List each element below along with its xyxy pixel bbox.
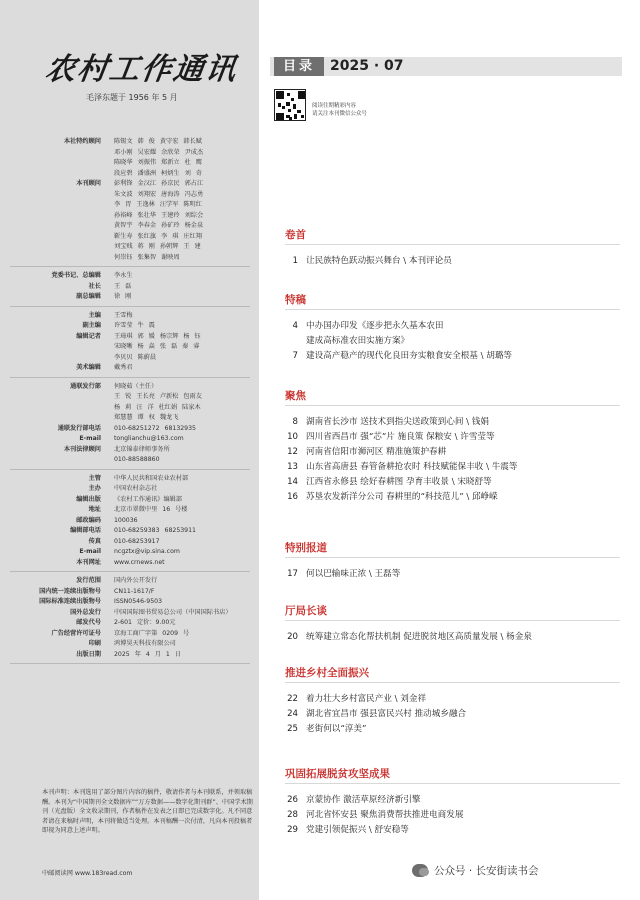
credit-row bbox=[0, 332, 259, 343]
qr-module bbox=[298, 91, 306, 99]
credit-row bbox=[0, 271, 259, 282]
toc-section-rule bbox=[285, 620, 620, 621]
credit-row bbox=[0, 537, 259, 548]
credit-label: 主管 bbox=[88, 474, 101, 482]
credit-value: 李 胃 王逸林 汪学军 陈明红 bbox=[114, 201, 202, 208]
toc-section-title: 聚焦 bbox=[285, 390, 306, 402]
qr-module bbox=[278, 103, 281, 107]
credit-row bbox=[0, 253, 259, 264]
credit-row bbox=[0, 434, 259, 445]
watermark-text: 公众号 · 长安街读书会 bbox=[434, 865, 539, 877]
credit-row bbox=[0, 597, 259, 608]
toc-entry-title: 建设高产稳产的现代化良田夯实粮食安全根基 \ 胡璐等 bbox=[306, 351, 513, 361]
masthead-calligraphy: 农村工作通讯 bbox=[43, 52, 240, 87]
toc-entry[interactable] bbox=[280, 707, 466, 719]
qr-module bbox=[301, 115, 304, 118]
qr-caption-line-1: 阅读往期精彩内容 bbox=[312, 103, 357, 109]
toc-entry[interactable] bbox=[280, 692, 426, 704]
credit-label: 编辑部电话 bbox=[70, 527, 101, 534]
toc-entry-page: 26 bbox=[287, 795, 298, 805]
watermark bbox=[412, 863, 539, 878]
toc-entry[interactable] bbox=[280, 254, 452, 266]
toc-entry-title: 苏垦农发新洋分公司 春耕里的“科技范儿” \ 邱峥嵘 bbox=[306, 492, 498, 502]
toc-section-title: 巩固拓展脱贫攻坚成果 bbox=[285, 768, 390, 780]
toc-entry-title: 让民族特色跃动振兴舞台 \ 本刊评论员 bbox=[306, 256, 452, 266]
credit-row bbox=[0, 576, 259, 587]
credit-value: 杨 莉 汪 洋 杜红娟 陆家木 bbox=[114, 403, 201, 411]
credit-value: 李永生 bbox=[114, 272, 133, 279]
credit-row bbox=[0, 495, 259, 506]
qr-caption-line-2: 请关注本刊微信公众号 bbox=[312, 111, 368, 117]
toc-entry[interactable] bbox=[280, 445, 446, 457]
credit-value: ncgztx@vip.sina.com bbox=[114, 548, 180, 555]
credit-value: 陈锡文 韩 俊 黄守宏 韩长赋 bbox=[114, 138, 202, 145]
credit-row bbox=[0, 221, 259, 232]
copyright-notice: 本刊声明：本刊选用了部分图片内容的稿件，敬请作者与本刊联系，并领取稿酬。本刊为“中国期刊全文数据库”“万方数据——数字化期刊群”、中国学术期刊（光盘版）全文收录期刊，作者稿件在发表之日即已完成数字化。凡不同意者请在来稿时声明，本刊将做适当处理。本刊稿酬一次付清，凡向本刊投稿者即视为同意上述声明。 bbox=[42, 789, 253, 835]
credit-row bbox=[0, 505, 259, 516]
credit-label: 通联发行部电话 bbox=[57, 424, 101, 432]
credit-value: 戴秀君 bbox=[114, 364, 133, 371]
credit-label: 通联发行部 bbox=[70, 382, 101, 390]
credit-value: 段应碧 潘盛洲 柯炳生 刘 奇 bbox=[114, 169, 202, 177]
toc-entry-page: 25 bbox=[287, 724, 298, 734]
credit-row bbox=[0, 200, 259, 211]
credit-value: 中国农村杂志社 bbox=[114, 485, 158, 492]
credits-separator bbox=[10, 663, 250, 664]
credit-label: 本社特约顾问 bbox=[63, 138, 101, 145]
credit-row bbox=[0, 232, 259, 243]
credit-label: 美术编辑 bbox=[76, 364, 101, 371]
credit-value: 《农村工作通讯》编辑部 bbox=[114, 495, 183, 503]
credit-value: 王琦琪 郭 媛 杨宗辉 杨 钰 bbox=[114, 332, 201, 340]
credit-label: 主办 bbox=[88, 485, 101, 492]
credit-row bbox=[0, 342, 259, 353]
toc-entry[interactable] bbox=[280, 319, 444, 331]
credit-value: 陈晓华 刘振伟 郑新立 杜 鹰 bbox=[114, 159, 202, 166]
credit-row bbox=[0, 190, 259, 201]
qr-module bbox=[291, 98, 294, 101]
toc-entry-page: 20 bbox=[287, 632, 298, 642]
credit-label: 副主编 bbox=[82, 322, 101, 329]
toc-entry-title: 京蒙协作 激活草原经济新引擎 bbox=[306, 795, 421, 805]
credit-value: 李贝贝 陈蔚晨 bbox=[114, 353, 157, 361]
toc-entry[interactable] bbox=[280, 490, 498, 502]
credit-row bbox=[0, 629, 259, 640]
toc-entry-title: 中办国办印发《逐步把永久基本农田 bbox=[306, 321, 444, 331]
credits-separator bbox=[10, 377, 250, 378]
credits-separator bbox=[10, 266, 250, 267]
masthead-subtitle: 毛泽东题于 1956 年 5 月 bbox=[86, 93, 178, 102]
toc-entry-title: 建成高标准农田实施方案》 bbox=[306, 336, 410, 346]
toc-entry[interactable] bbox=[280, 349, 512, 361]
credit-value: tonglianchu@163.com bbox=[114, 435, 184, 442]
toc-section-rule bbox=[285, 244, 620, 245]
toc-section-rule bbox=[285, 783, 620, 784]
credit-label: 国内统一连续出版物号 bbox=[39, 587, 101, 595]
credit-value: 靳生寿 张红旗 李 琪 庄红翔 bbox=[114, 232, 202, 240]
credits-separator bbox=[10, 306, 250, 307]
credit-row bbox=[0, 474, 259, 485]
credit-value: 王 锐 王长亮 卢新松 包雨友 bbox=[114, 393, 202, 400]
credit-row bbox=[0, 311, 259, 322]
credit-value: 郑慧慧 谭 权 魏龙飞 bbox=[114, 414, 179, 421]
qr-caption bbox=[312, 102, 367, 118]
credit-value: 刘宝贱 蒋 刚 孙朝辉 王 建 bbox=[114, 243, 201, 250]
credit-value: 国内外公开发行 bbox=[114, 577, 158, 584]
credit-label: 社长 bbox=[88, 282, 101, 290]
toc-entry-page: 22 bbox=[287, 694, 298, 704]
toc-entry[interactable] bbox=[280, 334, 409, 346]
credit-value: 010-88588860 bbox=[114, 456, 160, 463]
credit-value: www.crnews.net bbox=[114, 558, 165, 566]
wechat-icon bbox=[412, 864, 428, 877]
credit-label: 党委书记、总编辑 bbox=[51, 272, 101, 279]
toc-entry-title: 湖北省宜昌市 强县富民兴村 推动城乡融合 bbox=[306, 709, 467, 719]
credit-row bbox=[0, 158, 259, 169]
toc-entry[interactable] bbox=[280, 630, 532, 642]
credit-value: 中华人民共和国农业农村部 bbox=[114, 474, 189, 482]
credit-row bbox=[0, 618, 259, 629]
credit-row bbox=[0, 321, 259, 332]
credit-value: 朱文波 刘翔宏 唐海涛 冯志勇 bbox=[114, 190, 204, 198]
credit-label: 国外总发行 bbox=[70, 608, 101, 616]
qr-module bbox=[276, 91, 284, 99]
credit-row bbox=[0, 445, 259, 456]
credit-label: 编辑记者 bbox=[76, 332, 101, 340]
toc-entry[interactable] bbox=[280, 475, 492, 487]
toc-entry-page: 24 bbox=[287, 709, 298, 719]
toc-entry-title: 老街何以“淳美” bbox=[306, 724, 367, 734]
credit-value: 何崇钰 张集智 谢映周 bbox=[114, 253, 180, 261]
credit-row bbox=[0, 353, 259, 364]
credit-row bbox=[0, 424, 259, 435]
toc-entry-page: 28 bbox=[287, 810, 298, 820]
toc-section-title: 特别报道 bbox=[285, 542, 327, 554]
qr-module bbox=[289, 117, 292, 120]
qr-module bbox=[293, 104, 296, 109]
toc-entry-title: 四川省西昌市 强“芯”片 施良策 保粮安 \ 许雪莹等 bbox=[306, 432, 495, 442]
toc-entry-title: 党建引领促振兴 \ 舒安稳等 bbox=[306, 825, 409, 835]
credits-separator bbox=[10, 469, 250, 470]
credit-row bbox=[0, 413, 259, 424]
credit-label: 副总编辑 bbox=[76, 293, 101, 300]
toc-section-title: 推进乡村全面振兴 bbox=[285, 667, 369, 679]
qr-module bbox=[288, 109, 291, 112]
reading-site: 中邮阅读网 www.183read.com bbox=[42, 870, 133, 877]
left-info-panel bbox=[0, 0, 259, 900]
toc-entry[interactable] bbox=[280, 823, 409, 835]
credit-value: 010-68253917 bbox=[114, 537, 160, 545]
credit-value: 许雪莹 牛 震 bbox=[114, 322, 155, 329]
toc-entry-title: 江西省永修县 绘好春耕图 孕育丰收景 \ 宋晓舒等 bbox=[306, 477, 492, 487]
credit-label: E-mail bbox=[79, 435, 101, 442]
credit-value: 黄智宇 李春金 孙矿玲 杨金泉 bbox=[114, 222, 204, 229]
toc-entry-page: 12 bbox=[287, 447, 298, 457]
credit-label: 国际标准连续出版物号 bbox=[39, 598, 101, 605]
credit-label: 广告经营许可证号 bbox=[51, 629, 101, 637]
qr-module bbox=[276, 113, 284, 121]
credit-row bbox=[0, 639, 259, 650]
credit-label: 传真 bbox=[88, 537, 101, 545]
credit-value: 中国国际图书贸易总公司（中国国际书店） bbox=[114, 608, 232, 616]
credit-row bbox=[0, 455, 259, 466]
credit-label: 本刊法律顾问 bbox=[63, 445, 101, 453]
toc-section-title: 卷首 bbox=[285, 229, 306, 241]
credit-row bbox=[0, 392, 259, 403]
credit-label: 编辑出版 bbox=[76, 495, 101, 503]
credit-value: 王 磊 bbox=[114, 282, 132, 290]
credit-value: CN11-1617/F bbox=[114, 587, 155, 595]
toc-entry[interactable] bbox=[280, 722, 366, 734]
qr-code bbox=[274, 89, 306, 121]
toc-entry-page: 29 bbox=[287, 825, 298, 835]
credit-row bbox=[0, 403, 259, 414]
credit-row bbox=[0, 169, 259, 180]
credits-separator bbox=[10, 571, 250, 572]
toc-entry[interactable] bbox=[280, 415, 489, 427]
toc-entry-page: 4 bbox=[292, 321, 298, 331]
credit-row bbox=[0, 363, 259, 374]
toc-entry[interactable] bbox=[280, 808, 463, 820]
credit-row bbox=[0, 484, 259, 495]
toc-entry-page: 1 bbox=[292, 256, 298, 266]
credit-label: 出版日期 bbox=[76, 650, 101, 658]
credit-value: 彭利锋 金汉江 孙京民 郭占江 bbox=[114, 180, 204, 187]
credit-value: 北京锦泰律师事务所 bbox=[114, 445, 170, 453]
toc-entry-page: 8 bbox=[292, 417, 298, 427]
credit-value: 孙裕峰 张壮华 王建玲 刘综会 bbox=[114, 211, 204, 219]
credit-value: 何晓茹（主任） bbox=[114, 382, 158, 390]
credit-value: 100036 bbox=[114, 516, 138, 524]
credit-row bbox=[0, 650, 259, 661]
qr-module bbox=[286, 102, 290, 106]
credit-value: 王雪梅 bbox=[114, 311, 133, 319]
toc-entry-page: 7 bbox=[292, 351, 298, 361]
credit-value: 2-601 定价：9.00元 bbox=[114, 619, 176, 626]
credit-value: 010-68259383 68253911 bbox=[114, 527, 196, 534]
credit-row bbox=[0, 558, 259, 569]
credit-value: 北京市翠微中里 16 号楼 bbox=[114, 506, 188, 513]
toc-entry-title: 河南省信阳市浉河区 精准施策护春耕 bbox=[306, 447, 447, 457]
toc-section-rule bbox=[285, 682, 620, 683]
credit-row bbox=[0, 211, 259, 222]
credit-row bbox=[0, 587, 259, 598]
toc-entry-page: 14 bbox=[287, 477, 298, 487]
toc-section-title: 厅局长谈 bbox=[285, 605, 327, 617]
credit-row bbox=[0, 526, 259, 537]
qr-module bbox=[287, 93, 290, 96]
credit-value: 2025 年 4 月 1 日 bbox=[114, 650, 182, 658]
toc-entry-page: 13 bbox=[287, 462, 298, 472]
credit-label: E-mail bbox=[79, 548, 101, 555]
credit-row bbox=[0, 292, 259, 303]
credit-row bbox=[0, 608, 259, 619]
credit-label: 邮发代号 bbox=[76, 619, 101, 626]
credit-label: 地址 bbox=[88, 506, 101, 513]
credit-value: ISSN0546-9503 bbox=[114, 598, 163, 605]
credit-row bbox=[0, 179, 259, 190]
issue-date: 2025 · 07 bbox=[330, 58, 404, 74]
credit-row bbox=[0, 242, 259, 253]
credit-label: 邮政编码 bbox=[76, 516, 101, 524]
toc-entry-title: 何以巴输味正浓 \ 王磊等 bbox=[306, 569, 401, 579]
toc-entry[interactable] bbox=[280, 567, 400, 579]
toc-label: 目录 bbox=[274, 57, 324, 76]
qr-module bbox=[282, 106, 285, 109]
qr-module bbox=[294, 114, 297, 119]
toc-entry-page: 10 bbox=[287, 432, 298, 442]
credit-row bbox=[0, 547, 259, 558]
toc-entry[interactable] bbox=[280, 460, 517, 472]
credit-row bbox=[0, 148, 259, 159]
credit-value: 宋晓晰 杨 焱 张 磊 秦 睿 bbox=[114, 343, 200, 350]
qr-module bbox=[297, 110, 301, 113]
credit-label: 本刊网址 bbox=[76, 558, 101, 566]
toc-entry-title: 湖南省长沙市 送技术到指尖送政策到心间 \ 钱娟 bbox=[306, 417, 489, 427]
credits-block bbox=[0, 137, 259, 668]
toc-entry[interactable] bbox=[280, 793, 420, 805]
credit-value: 京海工商广字第 0209 号 bbox=[114, 629, 190, 637]
toc-entry-page: 17 bbox=[287, 569, 298, 579]
credit-row bbox=[0, 382, 259, 393]
toc-section-rule bbox=[285, 557, 620, 558]
credit-value: 010-68251272 68132935 bbox=[114, 424, 196, 432]
credit-label: 印刷 bbox=[88, 640, 101, 647]
toc-entry-title: 山东省高唐县 春管备耕抢农时 科技赋能保丰收 \ 牛震等 bbox=[306, 462, 518, 472]
credit-row bbox=[0, 137, 259, 148]
credit-label: 本刊顾问 bbox=[76, 180, 101, 187]
credit-value: 徐 刚 bbox=[114, 293, 132, 300]
credit-value: 邓小刚 吴宏耀 余欣荣 尹成杰 bbox=[114, 148, 204, 156]
toc-entry[interactable] bbox=[280, 430, 495, 442]
credit-row bbox=[0, 282, 259, 293]
toc-entry-title: 着力壮大乡村富民产业 \ 刘金祥 bbox=[306, 694, 427, 704]
toc-entry-page: 16 bbox=[287, 492, 298, 502]
toc-section-rule bbox=[285, 309, 620, 310]
toc-section-title: 特稿 bbox=[285, 294, 306, 306]
credit-row bbox=[0, 516, 259, 527]
credit-value: 鸿博昊天科技有限公司 bbox=[114, 640, 176, 647]
toc-section-rule bbox=[285, 405, 620, 406]
toc-entry-title: 统筹建立常态化帮扶机制 促进脱贫地区高质量发展 \ 杨金泉 bbox=[306, 632, 532, 642]
toc-entry-title: 河北省怀安县 聚焦消费帮扶推进电商发展 bbox=[306, 810, 464, 820]
credit-label: 主编 bbox=[88, 311, 101, 319]
credit-label: 发行范围 bbox=[76, 577, 101, 584]
